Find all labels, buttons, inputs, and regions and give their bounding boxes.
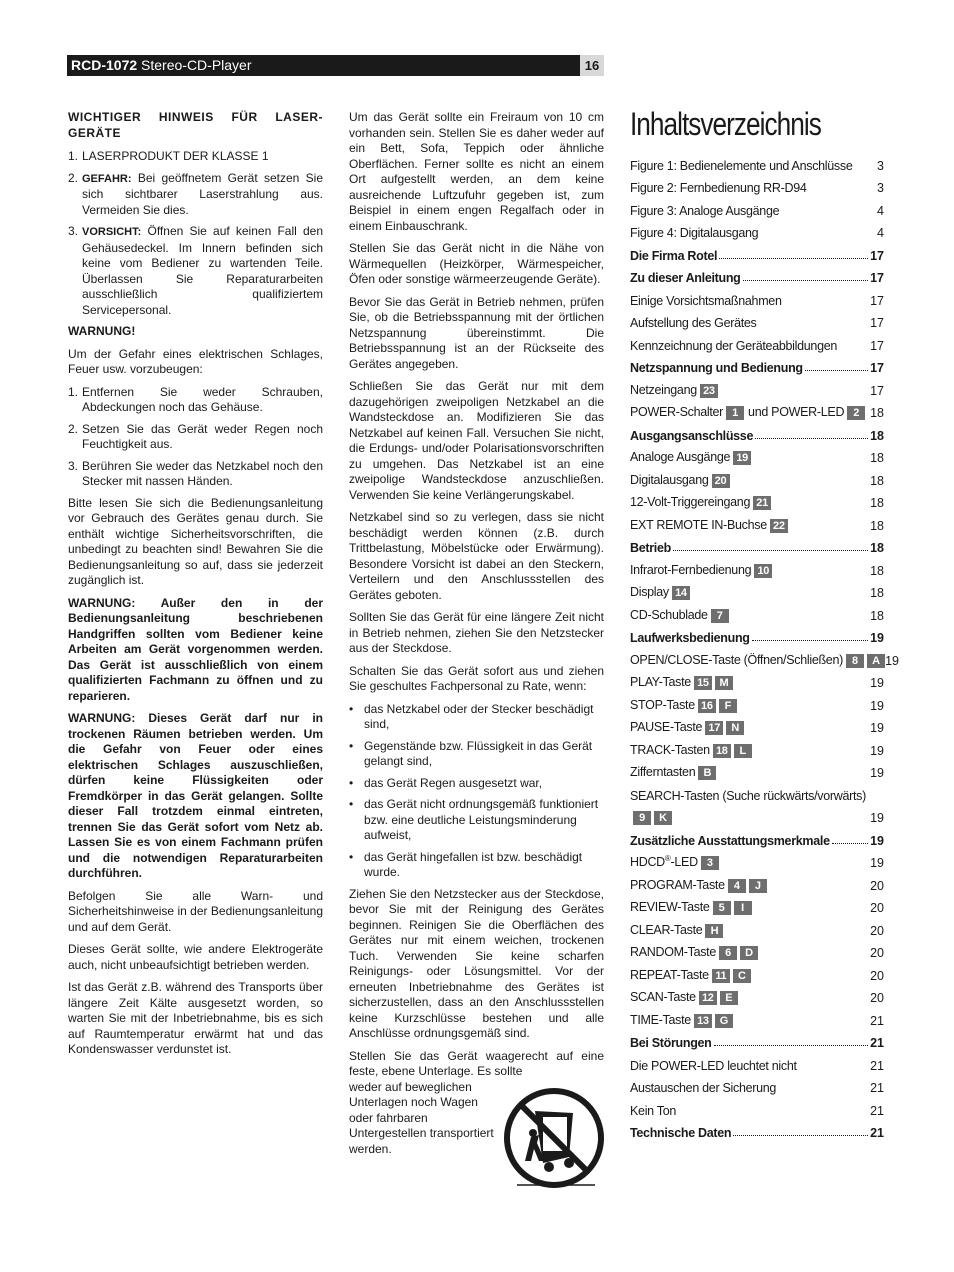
toc-page-number: 4 (877, 203, 884, 218)
list-number: 2. (68, 170, 79, 185)
toc-entry-label (630, 249, 717, 263)
list-item (68, 224, 323, 318)
list-text: Entfernen Sie weder Schrauben, Abdeckungen noch das Gehäuse. (82, 384, 323, 414)
laser-list (68, 149, 323, 318)
toc-entry[interactable] (630, 623, 884, 646)
toc-entry-label (630, 541, 671, 555)
toc-label-text: REVIEW-Taste (630, 900, 710, 915)
toc-entry[interactable] (630, 848, 884, 871)
toc-entry[interactable] (630, 1073, 884, 1096)
list-item (68, 149, 323, 165)
list-text: LASERPRODUKT DER KLASSE 1 (82, 149, 269, 163)
toc-entry-label (630, 789, 866, 803)
toc-page-number: 19 (885, 653, 899, 668)
toc-label-text: Figure 1: Bedienelemente und Anschlüsse (630, 158, 853, 173)
toc-entry-label (630, 495, 771, 510)
toc-label-text: POWER-Schalter (630, 405, 724, 420)
toc-entry-label (630, 204, 779, 218)
toc-entry[interactable] (630, 1028, 884, 1051)
toc-label-text: Einige Vorsichtsmaßnahmen (630, 293, 782, 308)
registered-mark: ® (664, 854, 671, 864)
toc-entry[interactable] (630, 308, 884, 331)
toc-entry-label (630, 339, 837, 353)
control-number-badge: 15 (694, 676, 712, 690)
toc-page-number: 17 (870, 271, 884, 285)
toc-label-text: Aufstellung des Gerätes (630, 316, 757, 330)
toc-entry-label (630, 854, 719, 870)
paragraph: Netzkabel sind so zu verlegen, dass sie nicht beschädigt werden können (z.B. durch Trittbelastung, Möbelstücke oder Erwärmung). Besondere Vorsicht ist dabei an den Steckern, Verteilern und den Anschlussstellen des Gerätes geboten. (349, 510, 604, 602)
list-text: das Gerät Regen ausgesetzt war, (364, 775, 543, 790)
control-number-badge: 14 (672, 586, 690, 600)
list-text: Setzen Sie das Gerät weder Regen noch Feuchtigkeit aus. (82, 421, 323, 451)
danger-label: GEFAHR: (82, 172, 132, 185)
toc-page-number: 18 (870, 428, 884, 443)
bullet-dot: • (349, 775, 354, 790)
bullet-dot: • (349, 738, 354, 753)
paragraph: Bitte lesen Sie sich die Bedienungsanleitung vor Gebrauch des Gerätes genau durch. Sie enthält wichtige Sicherheitsvorschriften, die unbedingt zu beachten sind! Bewahren Sie die Bedienungsanleitung so auf, dass sie jederzeit zugänglich ist. (68, 495, 323, 587)
toc-page-number: 17 (870, 383, 884, 398)
toc-label-text: Analoge Ausgänge (630, 450, 731, 465)
toc-entry-label (630, 585, 690, 600)
toc-label-text: HDCD (630, 855, 665, 870)
control-number-badge: 16 (698, 699, 716, 713)
toc-label-text: STOP-Taste (630, 697, 695, 712)
list-text: Gegenstände bzw. Flüssigkeit in das Gerät gelangt sind, (364, 738, 593, 768)
paragraph: Sollten Sie das Gerät für eine längere Zeit nicht in Betrieb nehmen, ziehen Sie den Netzstecker aus der Steckdose. (349, 610, 604, 655)
list-text (82, 224, 323, 318)
toc-label-text: Digitalausgang (630, 472, 709, 487)
toc-entry[interactable] (630, 375, 884, 398)
toc-entry[interactable] (630, 465, 884, 488)
toc-entry-label (630, 450, 751, 465)
toc-entry[interactable] (630, 870, 884, 893)
toc-title: Inhaltsverzeichnis (630, 106, 821, 142)
toc-entry-label (630, 720, 744, 735)
toc-page-number: 18 (870, 586, 884, 600)
warning-heading: WARNUNG! (68, 324, 136, 338)
toc-entry[interactable] (630, 893, 884, 916)
toc-page-number: 20 (870, 878, 884, 893)
toc-entry[interactable] (630, 488, 884, 511)
toc-entry[interactable] (630, 150, 884, 173)
control-number-badge: 9 (633, 811, 651, 825)
toc-entry[interactable] (630, 758, 884, 781)
toc-label-text: Die POWER-LED leuchtet nicht (630, 1058, 797, 1073)
product-subtitle: Stereo-CD-Player (141, 57, 252, 73)
toc-label-text: PROGRAM-Taste (630, 877, 725, 892)
toc-entry-label (630, 1013, 733, 1028)
control-number-badge: N (726, 721, 744, 735)
toc-entry-label (630, 271, 741, 285)
no-cart-warning-icon (503, 1087, 605, 1189)
toc-entry[interactable] (630, 420, 884, 443)
toc-page-number: 18 (870, 563, 884, 578)
toc-page-number: 19 (870, 743, 884, 758)
toc-entry[interactable] (630, 1005, 884, 1028)
list-number: 3. (68, 224, 79, 238)
bullet-dot: • (349, 701, 354, 716)
list-text (82, 171, 323, 219)
toc-page-number: 21 (870, 1058, 884, 1073)
control-number-badge: 6 (719, 946, 737, 960)
toc-entry-label (630, 226, 758, 240)
control-number-badge: 20 (712, 474, 730, 488)
toc-entry-label (630, 945, 758, 960)
toc-entry-label (630, 923, 723, 938)
caution-label: VORSICHT: (82, 226, 142, 238)
toc-page-number: 18 (870, 473, 884, 488)
toc-entry[interactable] (630, 713, 884, 736)
toc-entry-label (630, 383, 718, 398)
toc-page-number: 20 (870, 991, 884, 1005)
list-item (349, 702, 604, 733)
control-number-badge: 12 (699, 991, 717, 1005)
toc-entry[interactable] (630, 510, 884, 533)
toc-entry[interactable] (630, 353, 884, 376)
control-number-badge: B (698, 766, 716, 780)
toc-entry-label (630, 608, 729, 623)
control-number-badge: 10 (754, 564, 772, 578)
paragraph: Befolgen Sie alle Warn- und Sicherheitshinweise in der Bedienungsanleitung und auf dem Gerät. (68, 888, 323, 934)
dot-leader (673, 550, 868, 551)
list-number: 1. (68, 149, 79, 163)
paragraph: Um das Gerät sollte ein Freiraum von 10 cm vorhanden sein. Stellen Sie es daher weder auf ein Bett, Sofa, Teppich oder ähnliche Oberflächen. Ferner sollte es nicht an einem Ort aufgestellt werden, an dem keine ausreichende Luftzufuhr gegeben ist, zum Beispiel in einem engen Regalfach oder in einem Einbauschrank. (349, 110, 604, 233)
control-number-badge: A (867, 654, 885, 668)
toc-label-text: Austauschen der Sicherung (630, 1081, 777, 1095)
control-number-badge: 4 (728, 879, 746, 893)
toc-label-text: PLAY-Taste (630, 675, 691, 690)
toc-page-number: 3 (877, 158, 884, 173)
toc-label-text: SCAN-Taste (630, 990, 696, 1005)
toc-entry[interactable] (630, 803, 884, 826)
toc-entry[interactable] (630, 1118, 884, 1141)
paragraph: Dieses Gerät sollte, wie andere Elektrogeräte auch, nicht unbeaufsichtigt betrieben werden. (68, 942, 323, 972)
toc-entry[interactable] (630, 398, 884, 421)
toc-entry-label (630, 159, 852, 173)
toc-page-number: 21 (870, 1126, 884, 1140)
control-number-badge: 5 (713, 901, 731, 915)
toc-label-text: OPEN/CLOSE-Taste (Öffnen/Schließen) (630, 652, 843, 667)
control-number-badge: 22 (770, 519, 788, 533)
control-number-badge: 17 (705, 721, 723, 735)
toc-label-text: Netzspannung und Bedienung (630, 361, 803, 375)
toc-entry-label (630, 181, 807, 195)
toc-entry[interactable] (630, 645, 899, 668)
warning-list (68, 385, 323, 490)
toc-label-text: Display (630, 585, 669, 600)
caution-text: Öffnen Sie auf keinen Fall den Gehäusedeckel. Im Innern befinden sich keine vom Bediener zu wartenden Teile. Überlassen Sie Reparaturarbeiten ausschließlich qualifiziertem Servicepersonal. (82, 224, 323, 317)
toc-page-number: 17 (870, 248, 884, 263)
toc-page-number: 19 (870, 856, 884, 870)
toc-entry-label (630, 563, 772, 578)
toc-entry-label (630, 1059, 797, 1073)
toc-entry[interactable] (630, 1095, 884, 1118)
list-item (349, 739, 604, 770)
toc-label-text: CLEAR-Taste (630, 922, 703, 937)
bullet-dot: • (349, 849, 354, 864)
toc-page-number: 20 (870, 946, 884, 960)
list-number: 2. (68, 421, 79, 436)
toc-label-text: Figure 2: Fernbedienung RR-D94 (630, 181, 807, 195)
paragraph: Schalten Sie das Gerät sofort aus und ziehen Sie geschultes Fachpersonal zu Rate, wenn: (349, 663, 604, 693)
toc-entry-label (630, 518, 788, 533)
toc-label-text: Zifferntasten (630, 765, 696, 780)
dot-leader (832, 843, 868, 844)
model-name: RCD-1072 (71, 57, 138, 73)
toc-label-text: -LED (670, 855, 698, 870)
toc-label-text: Infrarot-Fernbedienung (630, 562, 752, 577)
toc-entry[interactable] (630, 735, 884, 758)
toc-label-text: Die Firma Rotel (630, 248, 718, 263)
safety-column-1 (68, 110, 323, 1065)
toc-entry-label (630, 810, 672, 825)
toc-entry-label (630, 834, 830, 848)
dot-leader (743, 280, 868, 281)
toc-page-number: 19 (870, 721, 884, 735)
laser-heading: WICHTIGER HINWEIS FÜR LASER-GERÄTE (68, 110, 323, 140)
list-item (349, 850, 604, 881)
toc-entry-label (630, 1126, 731, 1140)
toc-entry-label (630, 405, 865, 420)
page-number: 16 (580, 55, 604, 76)
safety-column-2 (349, 110, 604, 1164)
toc-label-text: Betrieb (630, 541, 671, 555)
toc-entry[interactable] (630, 960, 884, 983)
toc-entry[interactable] (630, 1050, 884, 1073)
toc-entry-label (630, 473, 730, 488)
toc-page-number: 18 (870, 496, 884, 510)
control-number-badge: 3 (701, 856, 719, 870)
toc-entry-label (630, 361, 803, 375)
paragraph: Stellen Sie das Gerät nicht in die Nähe von Wärmequellen (Heizkörper, Wärmespeicher, Öfen oder sonstige wärmeerzeugende Geräte). (349, 241, 604, 286)
toc-label-text: TIME-Taste (630, 1012, 691, 1027)
control-number-badge: E (720, 991, 738, 1005)
control-number-badge: 7 (711, 609, 729, 623)
toc-entry-label (630, 968, 751, 983)
toc-entry[interactable] (630, 285, 884, 308)
dot-leader (752, 640, 868, 641)
paragraph: Schließen Sie das Gerät nur mit dem dazugehörigen zweipoligen Netzkabel an die Wandsteckdose an. Modifizieren Sie das Netzkabel auf keinen Fall. Versuchen Sie nicht, die Erdungs- und/oder Polarisationsvorschriften zu umgehen. Das Netzkabel ist an eine zweipolige Wandsteckdose anzuschließen. Verwenden Sie keine Verlängerungskabel. (349, 379, 604, 502)
toc-entry[interactable] (630, 690, 884, 713)
toc-entry[interactable] (630, 578, 884, 601)
toc-page-number: 21 (870, 1036, 884, 1050)
toc-entry[interactable] (630, 668, 884, 691)
toc-page-number: 19 (870, 766, 884, 780)
toc-entry-label (630, 675, 733, 690)
control-number-badge: 1 (726, 406, 744, 420)
toc-entry-label (630, 316, 757, 330)
bullet-dot: • (349, 797, 354, 811)
list-text: das Netzkabel oder der Stecker beschädigt sind, (364, 701, 594, 731)
toc-entry[interactable] (630, 600, 884, 623)
toc-label-text: Figure 3: Analoge Ausgänge (630, 203, 780, 218)
toc-label-text: PAUSE-Taste (630, 720, 703, 735)
toc-entry-label (630, 1081, 776, 1095)
toc-entry[interactable] (630, 240, 884, 263)
toc-page-number: 21 (870, 1103, 884, 1118)
toc-label-text: Zusätzliche Ausstattungsmerkmale (630, 833, 830, 848)
list-item (68, 385, 323, 416)
toc-entry-label (630, 900, 752, 915)
toc-entry[interactable] (630, 195, 884, 218)
toc-page-number: 18 (870, 518, 884, 533)
toc-entry-label (630, 653, 885, 668)
list-number: 1. (68, 384, 79, 399)
list-number: 3. (68, 458, 79, 473)
toc-label-text: RANDOM-Taste (630, 945, 716, 960)
toc-page-number: 17 (870, 338, 884, 353)
toc-entry-label (630, 990, 738, 1005)
toc-entry-label (630, 294, 782, 308)
toc-page-number: 21 (870, 1013, 884, 1028)
list-text: das Gerät hingefallen ist bzw. beschädigt wurde. (364, 849, 583, 879)
control-number-badge: L (734, 744, 752, 758)
paragraph: Ist das Gerät z.B. während des Transports über längere Zeit Kälte ausgesetzt worden, so warten Sie mit der Inbetriebnahme, bis es sich auf Raumtemperatur erwärmt hat und das Kondenswasser verdunstet ist. (68, 980, 323, 1056)
toc-label-text: Netzeingang (630, 382, 697, 397)
dot-leader (719, 258, 868, 259)
toc-label-text: CD-Schublade (630, 607, 708, 622)
control-number-badge: 2 (847, 406, 865, 420)
toc-label-text: 12-Volt-Triggereingang (630, 495, 751, 510)
dot-leader (733, 1135, 868, 1136)
control-number-badge: J (749, 879, 767, 893)
control-number-badge: 19 (733, 451, 751, 465)
toc-entry-label (630, 878, 767, 893)
toc-entry-label (630, 1036, 712, 1050)
bold-warning: WARNUNG: Außer den in der Bedienungsanleitung beschriebenen Handgriffen sollten vom Bediener keine Arbeiten am Gerät vorgenommen werden. Das Gerät ist ausschließlich von einem qualifizierten Fachmann zu öffnen und zu reparieren. (68, 595, 323, 703)
toc-entry[interactable] (630, 533, 884, 556)
toc-entry[interactable] (630, 938, 884, 961)
toc-entry-label (630, 698, 737, 713)
toc-page-number: 18 (870, 451, 884, 465)
control-number-badge: 13 (694, 1014, 712, 1028)
list-item (68, 459, 323, 490)
table-of-contents (630, 150, 899, 1140)
toc-page-number: 19 (870, 811, 884, 825)
control-number-badge: K (654, 811, 672, 825)
toc-entry[interactable] (630, 555, 884, 578)
toc-entry-label (630, 743, 752, 758)
list-text: Berühren Sie weder das Netzkabel noch den Stecker mit nassen Händen. (82, 458, 323, 488)
document-header (67, 55, 582, 76)
toc-page-number: 18 (870, 541, 884, 555)
toc-label-text: Figure 4: Digitalausgang (630, 226, 759, 240)
list-text: das Gerät nicht ordnungsgemäß funktioniert bzw. eine deutliche Leistungsminderung aufweist, (364, 797, 599, 842)
toc-entry[interactable] (630, 915, 884, 938)
toc-label-text: EXT REMOTE IN-Buchse (630, 517, 767, 532)
paragraph: Ziehen Sie den Netzstecker aus der Steckdose, bevor Sie mit der Reinigung des Gerätes beginnen. Reinigen Sie die Oberflächen des Gerätes nur mit einem weichen, trockenen Tuch. Verwenden Sie keine scharfen Reinigungs- oder Lösungsmittel. Vor der erneuten Inbetriebnahme des Gerätes ist sicherzustellen, dass an den Anschlussstellen keine Kurzschlüsse bestehen und alle Anschlüsse ordnungsgemäß sind. (349, 886, 604, 1040)
toc-page-number: 18 (870, 406, 884, 420)
danger-text: Bei geöffnetem Gerät setzen Sie sich sichtbarer Laserstrahlung aus. Vermeiden Sie dies. (82, 170, 323, 217)
bullet-list (349, 702, 604, 881)
list-item (68, 171, 323, 219)
toc-page-number: 17 (870, 293, 884, 308)
toc-page-number: 20 (870, 901, 884, 915)
toc-page-number: 18 (870, 608, 884, 623)
toc-entry[interactable] (630, 173, 884, 196)
toc-label-text: REPEAT-Taste (630, 967, 709, 982)
control-number-badge: H (705, 924, 723, 938)
toc-page-number: 20 (870, 968, 884, 983)
toc-page-number: 3 (877, 181, 884, 195)
control-number-badge: 11 (712, 969, 730, 983)
toc-page-number: 21 (870, 1081, 884, 1095)
toc-label-text: TRACK-Tasten (630, 742, 710, 757)
toc-label-text: Zu dieser Anleitung (630, 271, 741, 285)
toc-entry[interactable] (630, 263, 884, 286)
control-number-badge: 21 (753, 496, 771, 510)
control-number-badge: M (715, 676, 733, 690)
dot-leader (714, 1045, 868, 1046)
toc-page-number: 20 (870, 923, 884, 938)
list-item (68, 422, 323, 453)
toc-entry[interactable] (630, 330, 884, 353)
toc-entry-label (630, 765, 716, 780)
bold-warning: WARNUNG: Dieses Gerät darf nur in trockenen Räumen betrieben werden. Um die Gefahr von Feuer oder eines elektrischen Schlages auszuschließen, dürfen keine Flüssigkeiten oder Fremdkörper in das Gerät gelangen. Sollte dieser Fall trotzdem einmal eintreten, trennen Sie das Gerät sofort vom Netz ab. Lassen Sie es von einem Fachmann prüfen und die notwendigen Reparaturarbeiten durchführen. (68, 711, 323, 880)
control-number-badge: I (734, 901, 752, 915)
control-number-badge: G (715, 1014, 733, 1028)
toc-entry-label (630, 631, 750, 645)
toc-entry[interactable] (630, 983, 884, 1006)
toc-entry[interactable] (630, 218, 884, 241)
toc-page-number: 19 (870, 631, 884, 645)
list-item (349, 776, 604, 792)
toc-label-text: Laufwerksbedienung (630, 631, 750, 645)
toc-page-number: 19 (870, 698, 884, 713)
toc-entry[interactable] (630, 780, 884, 803)
paragraph: Stellen Sie das Gerät waagerecht auf eine feste, ebene Unterlage. Es sollte (349, 1048, 604, 1078)
toc-page-number: 19 (870, 676, 884, 690)
toc-page-number: 4 (877, 226, 884, 240)
dot-leader (755, 438, 868, 439)
toc-entry[interactable] (630, 443, 884, 466)
control-number-badge: 8 (846, 654, 864, 668)
control-number-badge: C (733, 969, 751, 983)
toc-page-number: 17 (870, 361, 884, 375)
list-item (349, 797, 604, 844)
control-number-badge: F (719, 699, 737, 713)
toc-label-text: Kein Ton (630, 1103, 677, 1118)
control-number-badge: 23 (700, 384, 718, 398)
toc-page-number: 19 (870, 833, 884, 848)
toc-label-text: Kennzeichnung der Geräteabbildungen (630, 338, 838, 353)
warning-intro: Um der Gefahr eines elektrischen Schlages, Feuer usw. vorzubeugen: (68, 346, 323, 376)
toc-page-number: 17 (870, 316, 884, 330)
control-number-badge: D (740, 946, 758, 960)
toc-entry-label (630, 1104, 676, 1118)
paragraph: Bevor Sie das Gerät in Betrieb nehmen, prüfen Sie, ob die Betriebsspannung mit der örtlichen Netzspannung übereinstimmt. Die Betriebsspannung ist an der Rückseite des Gerätes angegeben. (349, 294, 604, 371)
toc-label-text: SEARCH-Tasten (Suche rückwärts/vorwärts) (630, 788, 866, 803)
toc-label-text: und POWER-LED (748, 405, 845, 420)
toc-entry[interactable] (630, 825, 884, 848)
toc-label-text: Bei Störungen (630, 1036, 712, 1050)
control-number-badge: 18 (713, 744, 731, 758)
toc-entry-label (630, 429, 753, 443)
paragraph: weder auf beweglichen Unterlagen noch Wagen oder fahrbaren Untergestellen transportiert werden. (349, 1079, 494, 1156)
dot-leader (805, 370, 868, 371)
toc-label-text: Ausgangsanschlüsse (630, 428, 754, 443)
toc-label-text: Technische Daten (630, 1126, 732, 1140)
